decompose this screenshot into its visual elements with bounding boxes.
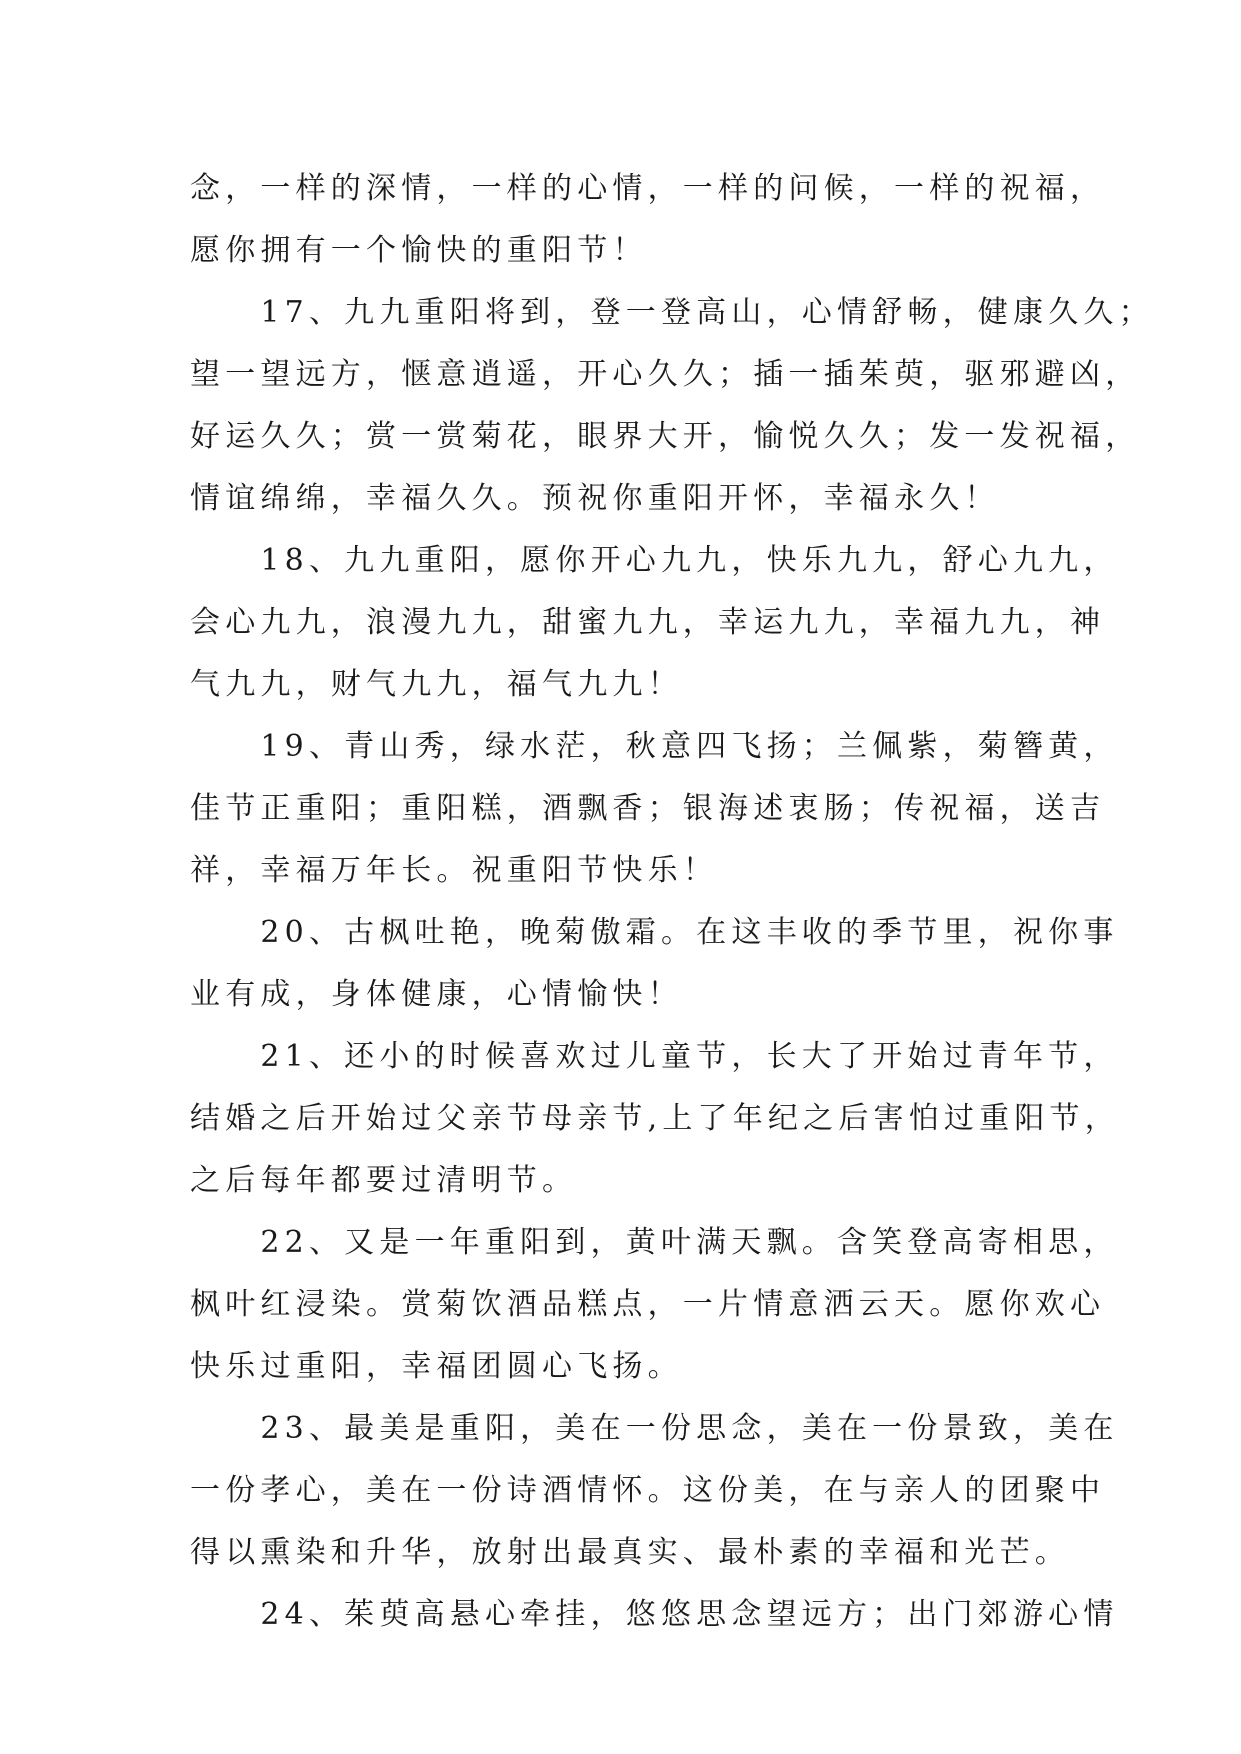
text-line: 23、最美是重阳，美在一份思念，美在一份景致，美在 — [190, 1411, 1119, 1446]
text-line: 之后每年都要过清明节。 — [190, 1163, 578, 1198]
text-line: 结婚之后开始过父亲节母亲节,上了年纪之后害怕过重阳节， — [190, 1101, 1120, 1136]
text-line: 祥，幸福万年长。祝重阳节快乐！ — [190, 853, 718, 888]
text-line: 情谊绵绵，幸福久久。预祝你重阳开怀，幸福永久！ — [190, 481, 1000, 516]
text-line: 佳节正重阳；重阳糕，酒飘香；银海述衷肠；传祝福，送吉 — [190, 791, 1106, 826]
text-line: 一份孝心，美在一份诗酒情怀。这份美，在与亲人的团聚中 — [190, 1473, 1106, 1508]
text-line: 业有成，身体健康，心情愉快！ — [190, 977, 683, 1012]
document-page — [190, 158, 1154, 1646]
text-line: 愿你拥有一个愉快的重阳节！ — [190, 233, 648, 268]
text-line: 17、九九重阳将到，登一登高山，心情舒畅，健康久久； — [190, 295, 1154, 330]
text-line: 气九九，财气九九，福气九九！ — [190, 667, 683, 702]
text-line: 得以熏染和升华，放射出最真实、最朴素的幸福和光芒。 — [190, 1535, 1070, 1570]
text-line: 快乐过重阳，幸福团圆心飞扬。 — [190, 1349, 683, 1384]
text-line: 枫叶红浸染。赏菊饮酒品糕点，一片情意洒云天。愿你欢心 — [190, 1287, 1106, 1322]
text-line: 22、又是一年重阳到，黄叶满天飘。含笑登高寄相思， — [190, 1225, 1119, 1260]
text-line: 21、还小的时候喜欢过儿童节，长大了开始过青年节， — [190, 1039, 1119, 1074]
text-line: 望一望远方，惬意逍遥，开心久久；插一插茱萸，驱邪避凶， — [190, 357, 1141, 392]
text-line: 念，一样的深情，一样的心情，一样的问候，一样的祝福， — [190, 171, 1106, 206]
text-line: 24、茱萸高悬心牵挂，悠悠思念望远方；出门郊游心情 — [190, 1597, 1119, 1632]
text-line: 20、古枫吐艳，晚菊傲霜。在这丰收的季节里，祝你事 — [190, 915, 1119, 950]
text-line: 19、青山秀，绿水茫，秋意四飞扬；兰佩紫，菊簪黄， — [190, 729, 1119, 764]
text-line: 会心九九，浪漫九九，甜蜜九九，幸运九九，幸福九九，神 — [190, 605, 1106, 640]
text-line: 18、九九重阳，愿你开心九九，快乐九九，舒心九九， — [190, 543, 1119, 578]
text-line: 好运久久；赏一赏菊花，眼界大开，愉悦久久；发一发祝福， — [190, 419, 1141, 454]
